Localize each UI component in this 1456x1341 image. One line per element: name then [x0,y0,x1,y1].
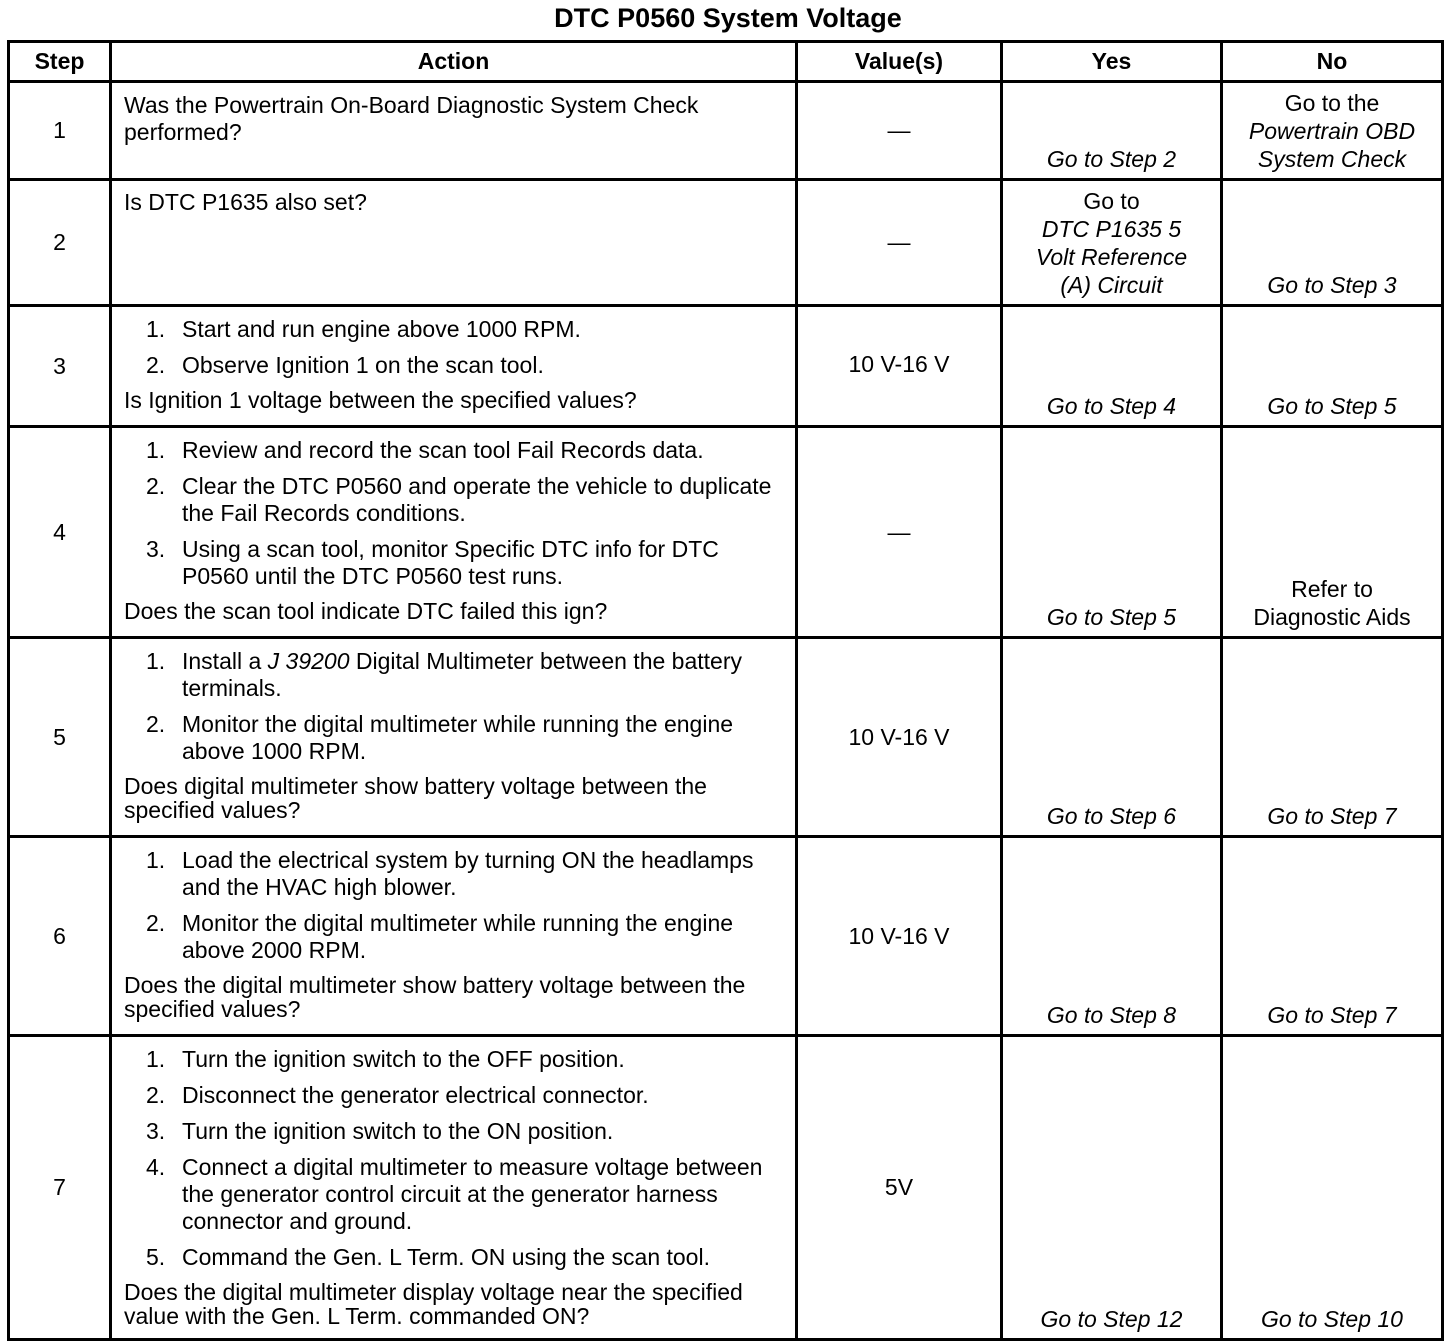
yes-cell: Go to Step 2 [1002,82,1222,180]
column-header-no: No [1222,42,1443,82]
no-link: Powertrain OBD System Check [1248,118,1416,172]
no-cell [1222,82,1443,180]
action-steps [124,1046,783,1271]
yes-cell: Go to Step 12 [1002,1036,1222,1340]
list-item: 2. Observe Ignition 1 on the scan tool. [146,352,544,378]
action-cell [111,180,797,306]
table-row [9,638,1443,837]
value-cell: — [797,180,1002,306]
list-item: 2. Clear the DTC P0560 and operate the vehicle to duplicate the Fail Records conditions. [146,473,772,526]
tool-reference: J 39200 [267,648,350,674]
no-cell: Refer to Diagnostic Aids [1222,427,1443,638]
yes-cell: Go to Step 6 [1002,638,1222,837]
yes-cell: Go to Step 5 [1002,427,1222,638]
action-question: Does the digital multimeter display voltage near the specified value with the Gen. L Term. commanded ON? [124,1279,743,1329]
table-row [9,180,1443,306]
step-number: 3 [9,306,111,427]
step-number: 2 [9,180,111,306]
list-item: 3. Using a scan tool, monitor Specific DTC info for DTC P0560 until the DTC P0560 test runs. [146,536,719,589]
list-item: 2. Monitor the digital multimeter while running the engine above 2000 RPM. [146,910,734,963]
list-item: 3. Turn the ignition switch to the ON position. [146,1118,614,1144]
step-number: 7 [9,1036,111,1340]
list-item: 1. Start and run engine above 1000 RPM. [146,316,581,342]
action-question: Is DTC P1635 also set? [124,189,367,215]
yes-link: DTC P1635 5 Volt Reference (A) Circuit [1035,216,1188,298]
list-item: 2. Disconnect the generator electrical connector. [146,1082,649,1108]
no-text: Go to the [1284,90,1380,116]
list-item: 1. Turn the ignition switch to the OFF position. [146,1046,625,1072]
no-cell: Go to Step 10 [1222,1036,1443,1340]
action-cell [111,82,797,180]
action-question: Does the scan tool indicate DTC failed this ign? [124,598,608,624]
action-steps [124,847,783,964]
list-item: 4. Connect a digital multimeter to measure voltage between the generator control circuit at the generator harness connector and ground. [146,1154,763,1234]
action-cell [111,1036,797,1340]
list-item: 2. Monitor the digital multimeter while running the engine above 1000 RPM. [146,711,734,764]
action-question: Does digital multimeter show battery voltage between the specified values? [124,773,707,823]
column-header-yes: Yes [1002,42,1222,82]
no-cell: Go to Step 5 [1222,306,1443,427]
yes-text: Go to [1083,188,1140,214]
list-item: 5. Command the Gen. L Term. ON using the scan tool. [146,1244,710,1270]
table-row [9,82,1443,180]
action-steps [124,648,783,765]
value-cell: — [797,82,1002,180]
action-steps [124,437,783,590]
diagnostic-table [7,40,1444,1341]
value-cell: 10 V-16 V [797,306,1002,427]
no-cell: Go to Step 7 [1222,837,1443,1036]
yes-cell [1002,180,1222,306]
step-number: 5 [9,638,111,837]
list-item: 1. Install a J 39200 Digital Multimeter between the battery terminals. [146,648,742,701]
yes-cell: Go to Step 4 [1002,306,1222,427]
action-question: Does the digital multimeter show battery voltage between the specified values? [124,972,746,1022]
column-header-values: Value(s) [797,42,1002,82]
table-row [9,1036,1443,1340]
column-header-action: Action [111,42,797,82]
column-header-step: Step [9,42,111,82]
step-number: 4 [9,427,111,638]
value-cell: 5V [797,1036,1002,1340]
action-question: Is Ignition 1 voltage between the specified values? [124,387,637,413]
action-cell [111,638,797,837]
action-cell [111,427,797,638]
no-cell: Go to Step 7 [1222,638,1443,837]
action-cell [111,837,797,1036]
action-question: Was the Powertrain On-Board Diagnostic System Check performed? [124,92,699,145]
table-row [9,427,1443,638]
value-cell: 10 V-16 V [797,837,1002,1036]
page-title: DTC P0560 System Voltage [554,3,902,33]
header-row [9,42,1443,82]
value-cell: 10 V-16 V [797,638,1002,837]
action-steps [124,316,783,379]
yes-cell: Go to Step 8 [1002,837,1222,1036]
action-cell [111,306,797,427]
no-cell: Go to Step 3 [1222,180,1443,306]
list-item: 1. Review and record the scan tool Fail Records data. [146,437,704,463]
step-number: 6 [9,837,111,1036]
value-cell: — [797,427,1002,638]
step-number: 1 [9,82,111,180]
table-row [9,306,1443,427]
list-item: 1. Load the electrical system by turning ON the headlamps and the HVAC high blower. [146,847,754,900]
table-row [9,837,1443,1036]
